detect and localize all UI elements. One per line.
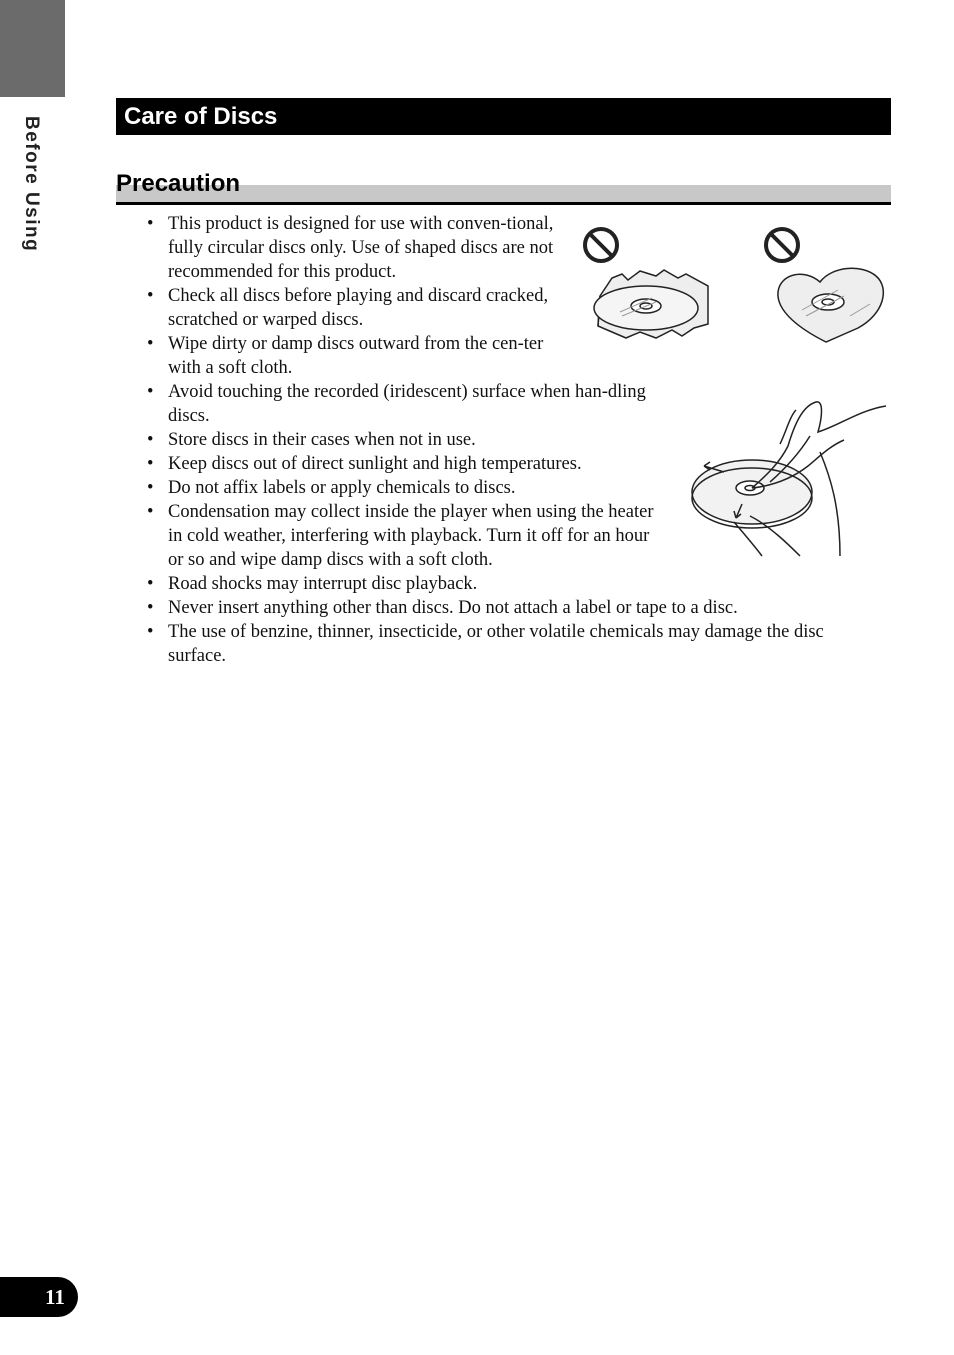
side-label: Before Using — [21, 116, 42, 253]
prohibited-shaped-disc-illustration — [582, 226, 714, 346]
prohibited-heart-disc-illustration — [762, 226, 892, 348]
section-title: Care of Discs — [116, 98, 891, 135]
disc-wiping-illustration — [690, 396, 890, 558]
list-item: • Keep discs out of direct sunlight and high temperatures. — [147, 452, 668, 476]
list-item: • Store discs in their cases when not in use. — [147, 428, 668, 452]
list-item: • This product is designed for use with conven-tional, fully circular discs only. Use of shaped discs are not recommended for this product. — [147, 212, 558, 284]
subheading — [116, 170, 891, 206]
prohibited-icon — [585, 229, 617, 261]
side-tab — [0, 0, 65, 97]
list-item: • Wipe dirty or damp discs outward from the cen-ter with a soft cloth. — [147, 332, 558, 380]
list-item: • Never insert anything other than discs. Do not attach a label or tape to a disc. — [147, 596, 858, 620]
list-item: • Check all discs before playing and discard cracked, scratched or warped discs. — [147, 284, 558, 332]
list-item: • Condensation may collect inside the player when using the heater in cold weather, interfering with playback. Turn it off for an hour or so and wipe damp discs with a soft cloth. — [147, 500, 668, 572]
page-number: 11 — [0, 1277, 78, 1317]
list-item: • Do not affix labels or apply chemicals to discs. — [147, 476, 668, 500]
list-item: • Road shocks may interrupt disc playback. — [147, 572, 858, 596]
subheading-rule — [116, 202, 891, 205]
subheading-text: Precaution — [116, 170, 241, 197]
prohibited-icon — [766, 229, 798, 261]
heart-disc-icon — [778, 268, 883, 342]
shaped-disc-icon — [594, 270, 708, 338]
list-item: • Avoid touching the recorded (iridescent) surface when han-dling discs. — [147, 380, 668, 428]
list-item: • The use of benzine, thinner, insecticide, or other volatile chemicals may damage the disc surface. — [147, 620, 858, 668]
